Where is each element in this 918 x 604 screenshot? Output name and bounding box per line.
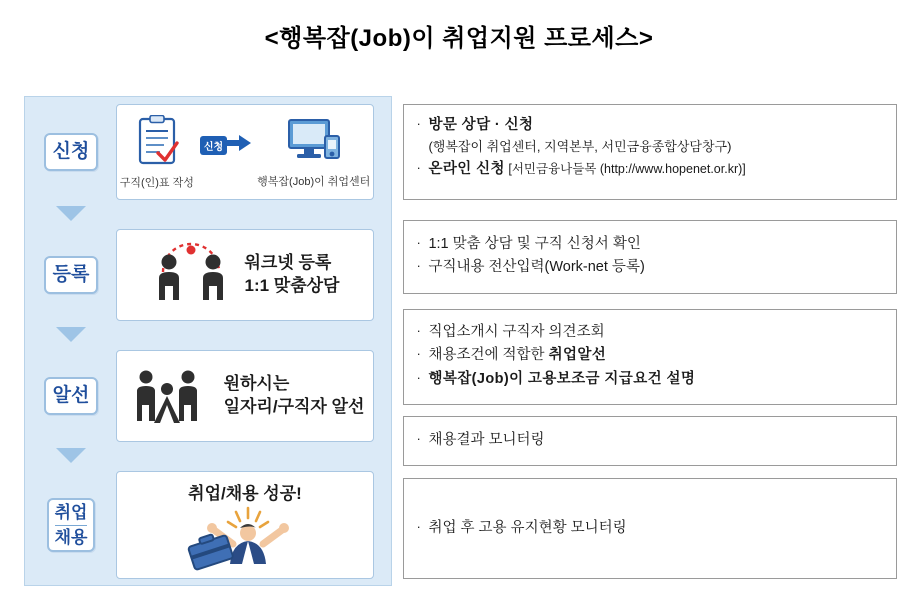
bullet-text-bold: 온라인 신청 [428,161,505,178]
bullet-dot: · [416,258,421,273]
bullet-item [416,115,884,136]
process-diagram [24,96,894,586]
clipboard-form-icon [134,115,180,172]
bullet-text-suffix: [서민금융나들목 (http://www.hopenet.or.kr)] [504,162,746,177]
stage-card-apply[interactable] [116,104,374,200]
stage-badge-label-employment-line2: 채용 [54,527,88,547]
flow-arrow-3-icon [56,448,86,463]
bullet-text: 취업 후 고용 유지현황 모니터링 [428,519,627,536]
bullet-item [416,345,884,366]
stage-badge-label-placement: 알선 [44,377,99,415]
bullet-dot: · [416,518,421,534]
arrow-right-icon [225,135,251,156]
bullet-item [416,257,884,278]
bullet-item [416,322,884,343]
bullet-subtext: (행복잡이 취업센터, 지역본부, 서민금융종합상담창구) [428,139,732,155]
stage-badge-label-register: 등록 [44,256,99,294]
card-title-line1-register: 워크넷 등록 [244,253,332,273]
card-title-line2-placement: 일자리/구직자 알선 [223,397,365,416]
stage-employment[interactable] [24,471,392,579]
stage-card-register[interactable] [116,229,374,321]
flow-arrow-1-icon [56,206,86,221]
arrow-label: 신청 [200,136,227,155]
card-title-employment: 취업/채용 성공! [188,484,302,503]
stage-badge-label-apply: 신청 [44,133,99,171]
bullet-text: 1:1 맞춤 상담 및 구직 신청서 확인 [428,235,641,252]
bullet-text [428,345,884,366]
people-group-icon [126,363,210,430]
bullet-text: 직업소개시 구직자 의견조회 [428,324,605,341]
stage-register[interactable] [24,229,392,321]
bullet-item [416,159,884,180]
bullet-text-bold: 취업알선 [548,347,607,364]
bullet-text: 구직내용 전산입력(Work-net 등록) [428,259,645,275]
stage-apply[interactable] [24,104,392,200]
info-box-hiring-result [403,416,897,466]
bullet-dot: · [416,116,421,131]
celebrating-person-icon [170,502,320,577]
card-caption-right: 행복잡(Job)이 취업센터 [257,175,371,188]
two-people-consult-icon [151,242,231,309]
bullet-item [416,430,884,451]
bullet-dot: · [416,323,421,339]
stage-badge-label-employment [47,498,96,552]
bullet-item [416,234,884,255]
stage-card-employment[interactable] [116,471,374,579]
bullet-text [428,159,884,180]
stage-placement[interactable] [24,350,392,442]
bullet-dot: · [416,346,421,362]
page-title: <행복잡(Job)이 취업지원 프로세스> [264,25,654,52]
bullet-text-normal: 채용조건에 적합한 [428,347,549,364]
card-title-line2-register: 1:1 맞춤상담 [244,276,340,295]
bullet-text: 행복잡(Job)이 고용보조금 지급요건 설명 [428,370,696,387]
stage-badge-label-employment-line1: 취업 [54,502,88,522]
info-box-retention [403,478,897,579]
bullet-item [416,518,884,539]
stage-badge-apply [40,104,102,200]
stage-badge-register [40,229,102,321]
computer-monitor-icon [287,116,341,171]
stage-badge-placement [40,350,102,442]
card-title-line1-placement: 원하시는 [223,374,290,394]
flow-arrow-2-icon [56,327,86,342]
bullet-item [416,369,884,390]
stages-column [24,96,389,586]
bullet-dot: · [416,234,421,250]
details-column [403,96,894,586]
info-box-register [403,220,897,294]
info-box-apply [403,104,897,200]
badge-divider [55,525,88,526]
card-caption-left: 구직(인)표 작성 [119,176,194,189]
stage-card-placement[interactable] [116,350,374,442]
bullet-dot: · [416,369,421,385]
bullet-dot: · [416,431,421,447]
bullet-text: 채용결과 모니터링 [428,432,545,449]
stage-badge-employment [40,471,102,579]
info-box-placement [403,309,897,405]
bullet-text: 방문 상담 · 신청 [428,117,534,133]
bullet-dot: · [416,160,421,176]
